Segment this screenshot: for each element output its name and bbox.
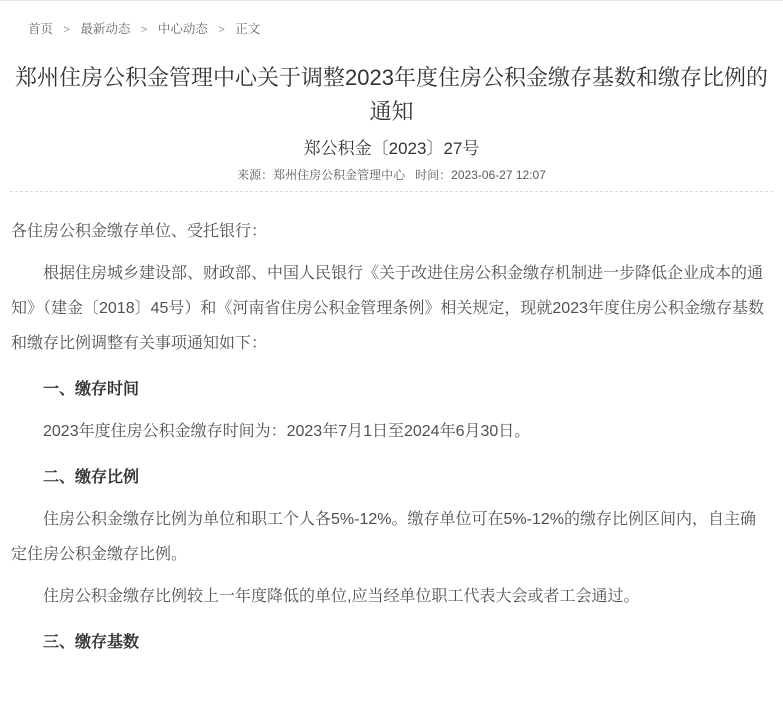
breadcrumb-current-page: 正文 [235, 22, 261, 36]
breadcrumb-separator: > [140, 24, 148, 36]
breadcrumb [0, 1, 783, 37]
time-label: 时间： [415, 168, 452, 182]
article-title: 郑州住房公积金管理中心关于调整2023年度住房公积金缴存基数和缴存比例的通知 [15, 65, 768, 124]
section1-paragraph: 2023年度住房公积金缴存时间为：2023年7月1日至2024年6月30日。 [43, 423, 531, 440]
article-meta [0, 168, 783, 182]
section2-heading: 二、缴存比例 [43, 469, 140, 486]
breadcrumb-separator: > [63, 24, 70, 36]
section2-paragraph-1: 住房公积金缴存比例为单位和职工个人各5%-12%。缴存单位可在5%-12%的缴存比例区间内，自主确定住房公积金缴存比例。 [11, 511, 756, 563]
section3-heading: 三、缴存基数 [43, 634, 140, 651]
source-value: 郑州住房公积金管理中心 [273, 168, 406, 182]
source-label: 来源： [237, 168, 274, 182]
breadcrumb-center-news-link[interactable]: 中心动态 [157, 22, 208, 36]
breadcrumb-latest-news-link[interactable]: 最新动态 [80, 22, 131, 36]
section2-paragraph-2: 住房公积金缴存比例较上一年度降低的单位,应当经单位职工代表大会或者工会通过。 [43, 588, 640, 605]
time-value: 2023-06-27 12:07 [451, 168, 546, 182]
document-number: 郑公积金〔2023〕27号 [303, 139, 480, 158]
section1-heading: 一、缴存时间 [43, 381, 140, 398]
article-body [0, 192, 783, 660]
intro-paragraph: 根据住房城乡建设部、财政部、中国人民银行《关于改进住房公积金缴存机制进一步降低企业成本的通知》（建金〔2018〕45号）和《河南省住房公积金管理条例》相关规定，现就2023年度住房公积金缴存基数和缴存比例调整有关事项通知如下： [11, 265, 764, 352]
breadcrumb-home-link[interactable]: 首页 [28, 22, 54, 36]
breadcrumb-separator: > [218, 24, 225, 36]
salutation: 各住房公积金缴存单位、受托银行： [11, 223, 268, 240]
